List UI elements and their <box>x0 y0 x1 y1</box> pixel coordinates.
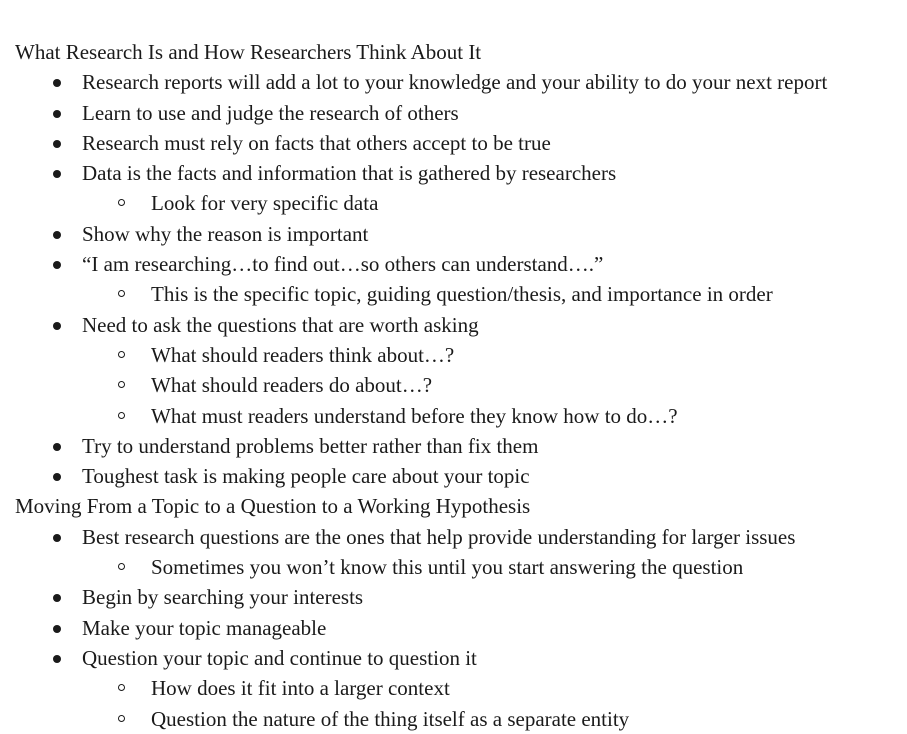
list-item-text: Research must rely on facts that others accept to be true <box>82 130 551 155</box>
bullet-icon <box>53 443 61 451</box>
list-item-text: Research reports will add a lot to your knowledge and your ability to do your next report <box>82 70 828 95</box>
list-item <box>0 67 907 97</box>
list-item-text: Data is the facts and information that is gathered by researchers <box>82 161 617 186</box>
heading-text: What Research Is and How Researchers Think About It <box>15 40 482 64</box>
sub-list-item-text: Sometimes you won’t know this until you start answering the question <box>151 555 744 580</box>
bullet-icon <box>53 261 61 269</box>
sub-list-item <box>0 552 907 582</box>
list-item-text: Learn to use and judge the research of others <box>82 100 459 125</box>
bullet-icon <box>53 231 61 239</box>
bullet-icon <box>53 594 61 602</box>
sub-list-item <box>0 673 907 703</box>
list-item <box>0 613 907 643</box>
hollow-bullet-icon <box>118 351 125 358</box>
list-item-text: Make your topic manageable <box>82 615 327 640</box>
list-item <box>0 643 907 673</box>
list-item <box>0 461 907 491</box>
bullet-icon <box>53 655 61 663</box>
list-item <box>0 158 907 188</box>
list-item-text: Need to ask the questions that are worth asking <box>82 312 479 337</box>
sub-list-item <box>0 188 907 218</box>
hollow-bullet-icon <box>118 715 125 722</box>
list-item <box>0 249 907 279</box>
bullet-icon <box>53 625 61 633</box>
sub-list-item <box>0 340 907 370</box>
bullet-icon <box>53 473 61 481</box>
list-item-text: Try to understand problems better rather than fix them <box>82 433 539 458</box>
hollow-bullet-icon <box>118 684 125 691</box>
list-item-text: Toughest task is making people care about your topic <box>82 464 530 489</box>
hollow-bullet-icon <box>118 381 125 388</box>
section-heading <box>0 491 907 521</box>
list-item-text: Begin by searching your interests <box>82 585 364 610</box>
section-heading <box>0 37 907 67</box>
list-item <box>0 98 907 128</box>
bullet-icon <box>53 170 61 178</box>
list-item-text: “I am researching…to find out…so others can understand….” <box>82 252 604 277</box>
bullet-icon <box>53 140 61 148</box>
sub-list-item-text: What should readers think about…? <box>151 342 455 367</box>
list-item-text: Show why the reason is important <box>82 221 369 246</box>
list-item <box>0 522 907 552</box>
list-item-text: Question your topic and continue to question it <box>82 645 477 670</box>
bullet-icon <box>53 534 61 542</box>
hollow-bullet-icon <box>118 199 125 206</box>
sub-list-item <box>0 370 907 400</box>
bullet-icon <box>53 110 61 118</box>
bullet-icon <box>53 322 61 330</box>
heading-text: Moving From a Topic to a Question to a Working Hypothesis <box>15 494 531 519</box>
sub-list-item-text: What must readers understand before they know how to do…? <box>151 403 678 428</box>
sub-list-item-text: Question the nature of the thing itself as a separate entity <box>151 706 630 731</box>
sub-list-item-text: What should readers do about…? <box>151 373 433 398</box>
sub-list-item-text: How does it fit into a larger context <box>151 676 450 701</box>
list-item <box>0 582 907 612</box>
sub-list-item <box>0 401 907 431</box>
hollow-bullet-icon <box>118 290 125 297</box>
hollow-bullet-icon <box>118 412 125 419</box>
list-item <box>0 219 907 249</box>
list-item-text: Best research questions are the ones that help provide understanding for larger issues <box>82 524 796 549</box>
hollow-bullet-icon <box>118 563 125 570</box>
sub-list-item <box>0 279 907 309</box>
sub-list-item-text: This is the specific topic, guiding question/thesis, and importance in order <box>151 282 773 307</box>
list-item <box>0 128 907 158</box>
sub-list-item <box>0 704 907 734</box>
list-item <box>0 431 907 461</box>
sub-list-item-text: Look for very specific data <box>151 191 379 216</box>
bullet-icon <box>53 79 61 87</box>
list-item <box>0 310 907 340</box>
